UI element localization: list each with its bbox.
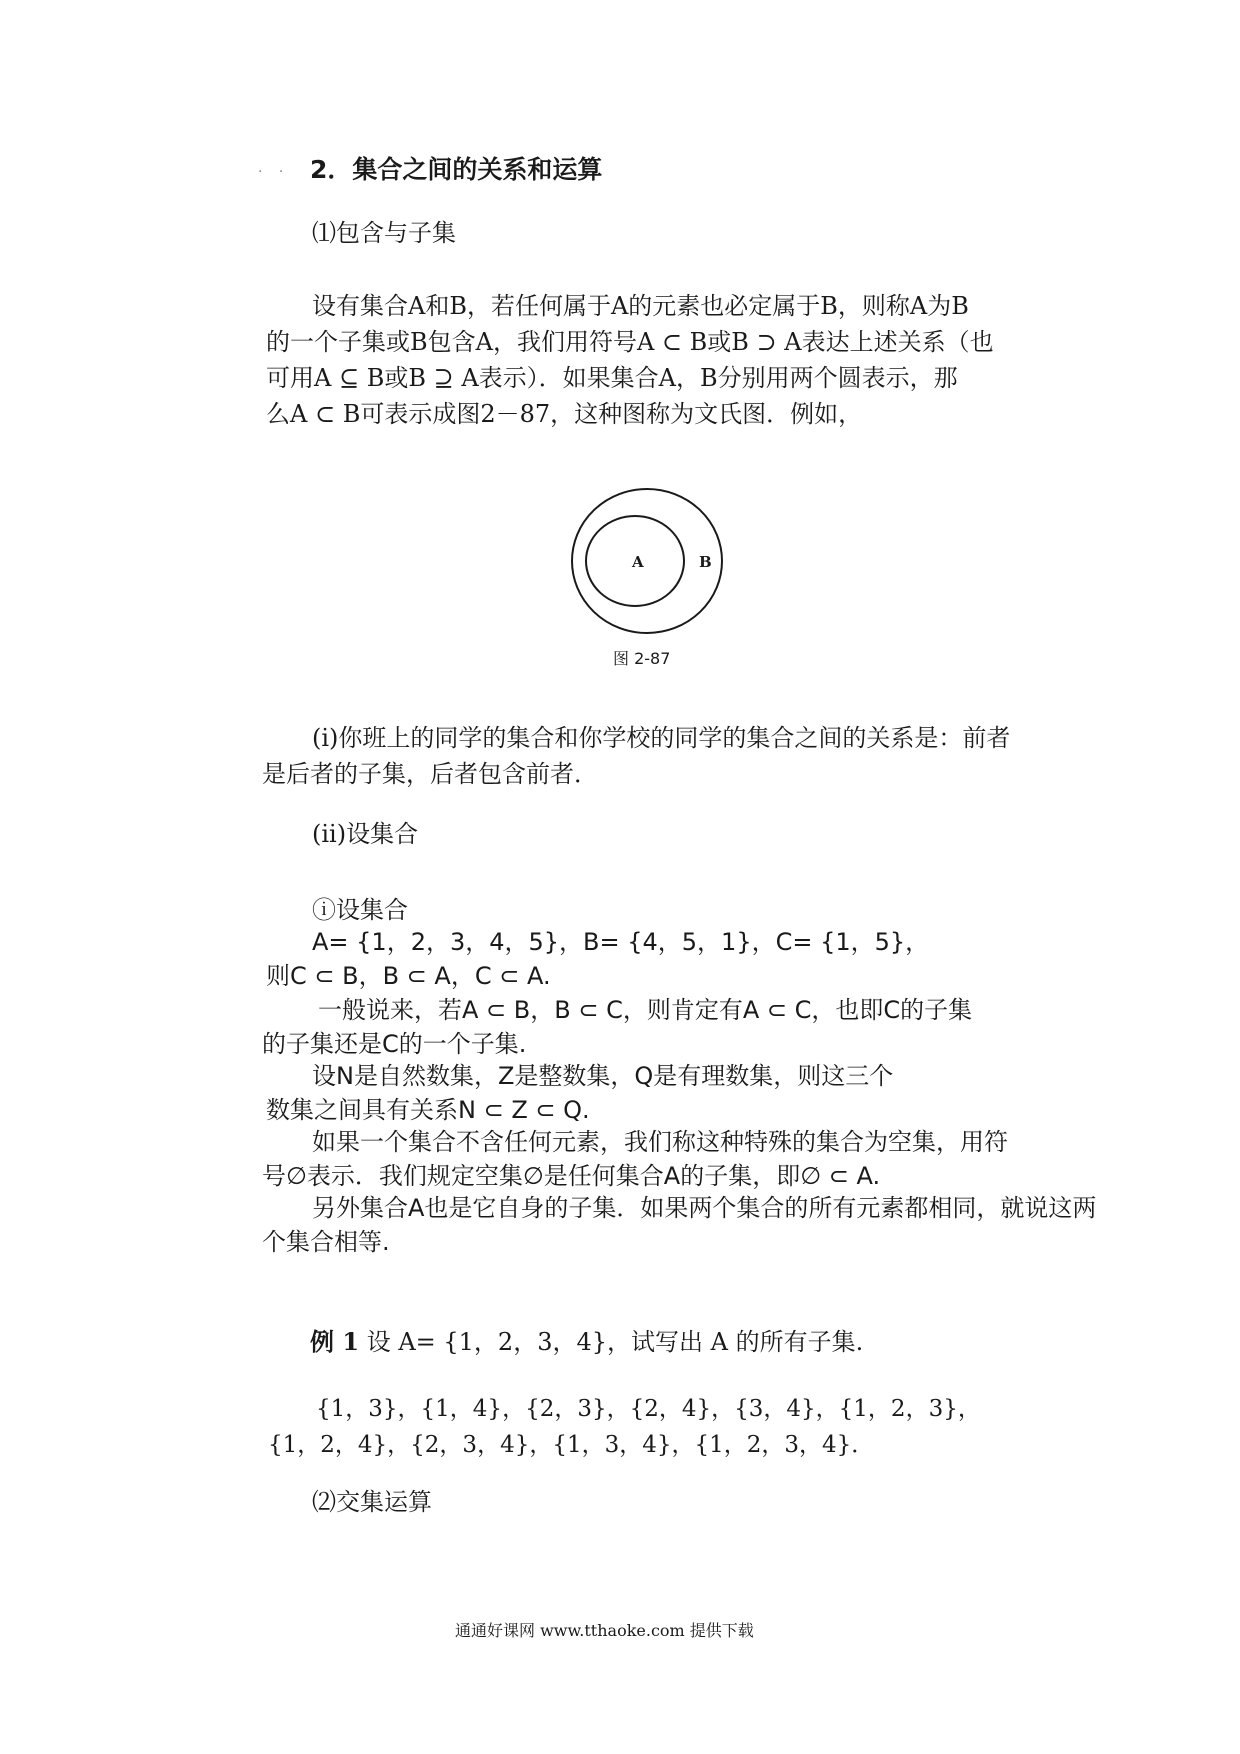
block2-line-6: 设N是自然数集，Z是整数集，Q是有理数集，则这三个 xyxy=(312,1062,894,1090)
example-i-line-1: (i)你班上的同学的集合和你学校的同学的集合之间的关系是：前者 xyxy=(312,724,1011,752)
subsets-line-2: {1，2，4}，{2，3，4}，{1，3，4}，{1，2，3，4}． xyxy=(268,1432,875,1458)
heading-leader-dots: . . xyxy=(258,160,290,176)
example-1-label: 例 1 xyxy=(310,1327,360,1356)
venn-diagram xyxy=(570,480,740,670)
example-1-text: 设 A= {1，2，3，4}，试写出 A 的所有子集. xyxy=(359,1328,864,1356)
para1-line-4: 么A ⊂ B可表示成图2－87，这种图称为文氏图．例如， xyxy=(266,400,863,428)
label-a: A xyxy=(632,553,644,571)
label-b: B xyxy=(699,553,712,571)
subsets-line-1: {1，3}，{1，4}，{2，3}，{2，4}，{3，4}，{1，2，3}， xyxy=(316,1396,981,1422)
block2-line-9: 号∅表示．我们规定空集∅是任何集合A的子集，即∅ ⊂ A. xyxy=(262,1162,881,1190)
subsection-title-inclusion: ⑴包含与子集 xyxy=(312,219,456,247)
subsection-title-intersection: ⑵交集运算 xyxy=(312,1488,432,1516)
block2-line-11: 个集合相等. xyxy=(262,1228,390,1256)
para1-line-1: 设有集合A和B，若任何属于A的元素也必定属于B，则称A为B xyxy=(312,292,969,320)
block2-line-10: 另外集合A也是它自身的子集．如果两个集合的所有元素都相同，就说这两 xyxy=(312,1194,1097,1222)
block2-line-2: A= {1，2，3，4，5}，B= {4，5，1}，C= {1，5}， xyxy=(312,928,930,956)
block2-line-5: 的子集还是C的一个子集. xyxy=(262,1030,527,1058)
section-title: 2．集合之间的关系和运算 xyxy=(310,155,603,184)
para1-line-3: 可用A ⊆ B或B ⊇ A表示）．如果集合A，B分别用两个圆表示，那 xyxy=(266,364,958,392)
block2-line-8: 如果一个集合不含任何元素，我们称这种特殊的集合为空集，用符 xyxy=(312,1128,1008,1156)
example-1 xyxy=(310,1322,863,1357)
block2-line-4: 一般说来，若A ⊂ B，B ⊂ C，则肯定有A ⊂ C，也即C的子集 xyxy=(318,996,973,1024)
para1-line-2: 的一个子集或B包含A，我们用符号A ⊂ B或B ⊃ A表达上述关系（也 xyxy=(266,328,994,356)
figure-caption: 图 2-87 xyxy=(613,649,671,668)
example-ii-title: (ii)设集合 xyxy=(312,820,419,848)
block2-line-1: ⓘ设集合 xyxy=(312,896,408,924)
block2-line-7: 数集之间具有关系N ⊂ Z ⊂ Q. xyxy=(266,1096,590,1124)
footer-text: 通通好课网 www.tthaoke.com 提供下载 xyxy=(455,1621,754,1640)
example-i-line-2: 是后者的子集，后者包含前者． xyxy=(262,760,598,788)
block2-line-3: 则C ⊂ B，B ⊂ A，C ⊂ A. xyxy=(266,962,551,990)
